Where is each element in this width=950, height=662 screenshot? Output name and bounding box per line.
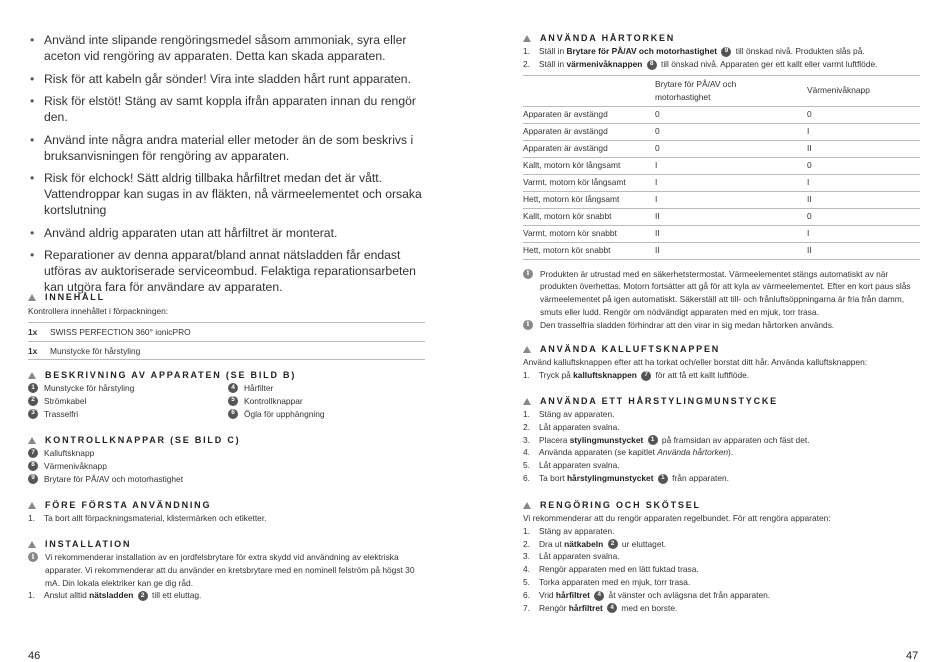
number-badge: 3	[28, 409, 38, 419]
info-icon: i	[28, 552, 38, 562]
list-item: 2. Låt apparaten svalna.	[523, 421, 620, 432]
info-note: i Vi rekommenderar installation av en jordfelsbrytare för extra skydd vid användning av elektriska apparater. Vi rekommenderar att du använder en kretsbrytare med en nominell felström på högst 30 mA. Din lokala elektriker kan ge dig råd.	[28, 551, 428, 589]
list-item: 1. Ta bort allt förpackningsmaterial, klistermärken och etiketter.	[28, 513, 267, 523]
first-use-heading: FÖRE FÖRSTA ANVÄNDNING	[28, 499, 428, 512]
info-icon: i	[523, 269, 533, 279]
contents-intro: Kontrollera innehållet i förpackningen:	[28, 306, 169, 316]
use-heading: ANVÄNDA HÅRTORKEN	[523, 32, 923, 45]
info-note: i Den trasselfria sladden förhindrar att den virar in sig medan hårtorken används.	[523, 319, 923, 332]
cleaning-heading: RENGÖRING OCH SKÖTSEL	[523, 499, 923, 512]
triangle-icon	[523, 502, 531, 509]
number-badge: 9	[721, 47, 731, 57]
list-item: 2 Strömkabel	[28, 395, 228, 408]
list-item: 5 Kontrollknappar	[228, 395, 428, 408]
contents-heading: INNEHÅLL	[28, 291, 428, 304]
number-badge: 1	[28, 383, 38, 393]
triangle-icon	[28, 294, 36, 301]
warning-item: • Risk för att kabeln går sönder! Vira inte sladden hårt runt apparaten.	[28, 71, 428, 87]
cleaning-section	[523, 499, 923, 614]
use-section	[523, 32, 923, 332]
parts-column	[28, 382, 228, 420]
number-badge: 4	[228, 383, 238, 393]
warning-item: • Reparationer av denna apparat/bland annat nätsladden får endast utföras av auktoriserade serviceombud. Felaktiga reparationsarbeten kan utgöra fara för användare av apparaten.	[28, 247, 428, 295]
table-row: Hett, motorn kör snabbt II II	[523, 242, 920, 259]
warning-item: • Risk för elchock! Sätt aldrig tillbaka hårfiltret medan det är vått. Vattendroppar kan sugas in av fläkten, nå värmeelementet och orsaka kortslutning	[28, 170, 428, 218]
warning-item: • Använd inte slipande rengöringsmedel såsom ammoniak, syra eller aceton vid rengöring av apparaten. Detta kan skada apparaten.	[28, 32, 428, 64]
table-row: Apparaten är avstängd 0 0	[523, 106, 920, 123]
page-number: 46	[28, 650, 41, 662]
list-item: 5. Låt apparaten svalna.	[523, 460, 620, 471]
list-item: 6 Ögla för upphängning	[228, 408, 428, 421]
info-note: i Produkten är utrustad med en säkerhetstermostat. Värmeelementet stängs automatiskt av när produkten överhettas. Motorn fortsätter att gå för att kyla av värmeelementet. Efter en kort paus slås värmeelementet på igen automatiskt. Säkerställ att till- och frånluftsöppningarna är fria från damm, smuts eller ludd. Rengör om nödvändigt apparaten med en mjuk, torr trasa.	[523, 268, 923, 319]
table-row: Apparaten är avstängd 0 II	[523, 140, 920, 157]
number-badge: 4	[594, 591, 604, 601]
list-item: 1. Anslut alltid nätsladden 2 till ett eluttag.	[28, 590, 202, 601]
triangle-icon	[28, 437, 36, 444]
warning-item: • Risk för elstöt! Stäng av samt koppla ifrån apparaten innan du rengör den.	[28, 93, 428, 125]
list-item: 6. Ta bort hårstylingmunstycket 1 från apparaten.	[523, 472, 729, 483]
number-badge: 7	[641, 371, 651, 381]
number-badge: 7	[28, 448, 38, 458]
table-row: Kallt, motorn kör snabbt II 0	[523, 208, 920, 225]
list-item: 4 Hårfilter	[228, 382, 428, 395]
list-item: 7. Rengör hårfiltret 4 med en borste.	[523, 602, 678, 613]
cleaning-intro: Vi rekommenderar att du rengör apparaten regelbundet. För att rengöra apparaten:	[523, 513, 831, 523]
description-section	[28, 369, 428, 420]
list-item: 6. Vrid hårfiltret 4 åt vänster och avlägsna det från apparaten.	[523, 589, 771, 600]
controls-section	[28, 434, 428, 485]
list-item: 4. Använda apparaten (se kapitlet Använda hårtorken).	[523, 447, 734, 458]
list-item: 2. Ställ in värmenivåknappen 8 till önskad nivå. Apparaten ger ett kallt eller varmt luftflöde.	[523, 58, 878, 69]
list-item: 1. Tryck på kalluftsknappen 7 för att få ett kallt luftflöde.	[523, 369, 750, 380]
list-item: 5. Torka apparaten med en mjuk, torr trasa.	[523, 576, 691, 587]
list-item: 4. Rengör apparaten med en lätt fuktad trasa.	[523, 564, 699, 575]
list-item: 3 Trasselfri	[28, 408, 228, 421]
list-item: 7 Kalluftsknapp	[28, 447, 428, 460]
info-icon: i	[523, 320, 533, 330]
installation-section	[28, 538, 428, 602]
list-item: 8 Värmenivåknapp	[28, 460, 428, 473]
first-use-section	[28, 499, 428, 525]
number-badge: 5	[228, 396, 238, 406]
warning-item: • Använd inte några andra material eller metoder än de som beskrivs i bruksanvisningen för rengöring av apparaten.	[28, 132, 428, 164]
list-item: 2. Dra ut nätkabeln 2 ur eluttaget.	[523, 538, 667, 549]
warning-list	[28, 32, 428, 302]
number-badge: 4	[607, 603, 617, 613]
number-badge: 8	[647, 60, 657, 70]
number-badge: 2	[608, 539, 618, 549]
table-row: Apparaten är avstängd 0 I	[523, 123, 920, 140]
page-number: 47	[906, 650, 919, 662]
mode-table	[523, 75, 920, 260]
table-row: 1x Munstycke för hårstyling	[28, 341, 425, 360]
number-badge: 8	[28, 461, 38, 471]
number-badge: 2	[28, 396, 38, 406]
number-badge: 9	[28, 474, 38, 484]
triangle-icon	[28, 541, 36, 548]
triangle-icon	[523, 35, 531, 42]
cold-shot-intro: Använd kalluftsknappen efter att ha torkat och/eller borstat ditt hår. Använda kalluftsknappen:	[523, 357, 868, 367]
contents-section	[28, 291, 428, 360]
table-row: Hett, motorn kör långsamt I II	[523, 191, 920, 208]
warning-item: • Använd aldrig apparaten utan att hårfiltret är monterat.	[28, 225, 428, 241]
controls-heading: KONTROLLKNAPPAR (SE BILD C)	[28, 434, 428, 447]
number-badge: 2	[138, 591, 148, 601]
styling-section	[523, 395, 923, 485]
contents-table	[28, 322, 425, 361]
styling-heading: ANVÄNDA ETT HÅRSTYLINGMUNSTYCKE	[523, 395, 923, 408]
table-row: 1x SWISS PERFECTION 360° ionicPRO	[28, 322, 425, 341]
list-item: 1 Munstycke för hårstyling	[28, 382, 228, 395]
number-badge: 6	[228, 409, 238, 419]
table-row: Varmt, motorn kör långsamt I I	[523, 174, 920, 191]
description-heading: BESKRIVNING AV APPARATEN (SE BILD B)	[28, 369, 428, 382]
triangle-icon	[28, 372, 36, 379]
triangle-icon	[523, 346, 531, 353]
list-item: 1. Stäng av apparaten.	[523, 409, 615, 419]
list-item: 1. Stäng av apparaten.	[523, 525, 615, 536]
list-item: 9 Brytare för PÅ/AV och motorhastighet	[28, 473, 428, 486]
installation-heading: INSTALLATION	[28, 538, 428, 551]
triangle-icon	[28, 502, 36, 509]
list-item: 3. Låt apparaten svalna.	[523, 551, 620, 562]
table-row: Kallt, motorn kör långsamt I 0	[523, 157, 920, 174]
number-badge: 1	[648, 435, 658, 445]
triangle-icon	[523, 398, 531, 405]
parts-column	[228, 382, 428, 420]
table-header-row: Brytare för PÅ/AV och motorhastighet Värmenivåknapp	[523, 75, 920, 106]
table-row: Varmt, motorn kör snabbt II I	[523, 225, 920, 242]
list-item: 1. Ställ in Brytare för PÅ/AV och motorhastighet 9 till önskad nivå. Produkten slås på.	[523, 46, 865, 56]
list-item: 3. Placera stylingmunstycket 1 på framsidan av apparaten och fäst det.	[523, 434, 810, 445]
cold-shot-heading: ANVÄNDA KALLUFTSKNAPPEN	[523, 343, 923, 356]
number-badge: 1	[658, 474, 668, 484]
cold-shot-section	[523, 343, 923, 382]
